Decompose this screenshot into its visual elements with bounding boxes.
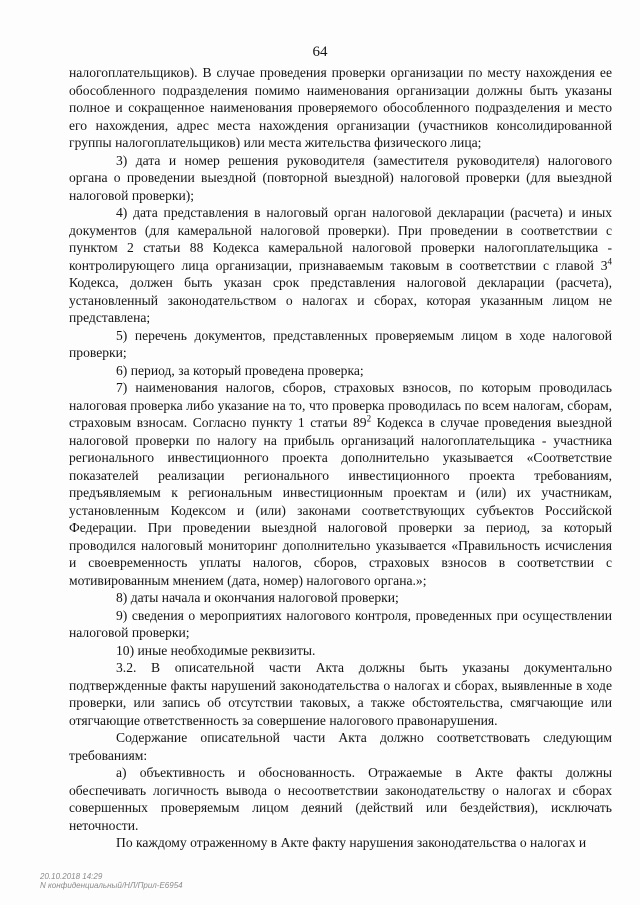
superscript: 4: [607, 255, 612, 266]
paragraph-item-7-text-b: Кодекса в случае проведения выездной налоговой проверки по налогу на прибыль организаций налогоплательщика - участника регионального инвестиционного проекта дополнительно указывается «Соответствие показателей реализации регионального инвестиционного проекта требованиям, предъявляемым к региональным инвестиционным проектам и (или) их участникам, установленным Кодексом и (или) законами соответствующих субъектов Российской Федерации. При проведении выездной налоговой проверки за период, за который проводился налоговый мониторинг дополнительно указывается «Правильность исчисления и своевременность уплаты налогов, сборов, страховых взносов в соответствии с мотивированным мнением (дата, номер) налогового органа.»;: [69, 415, 612, 588]
paragraph-last: По каждому отраженному в Акте факту нарушения законодательства о налогах и: [116, 835, 587, 850]
paragraph-item-7: [69, 379, 612, 589]
paragraph-item-10: 10) иные необходимые реквизиты.: [116, 642, 316, 658]
paragraph-item-4: [69, 204, 612, 327]
superscript: 2: [366, 413, 372, 424]
paragraph-item-9: 9) сведения о мероприятиях налогового контроля, проведенных при осуществлении налоговой проверки;: [69, 607, 612, 640]
paragraph-section-3-2: 3.2. В описательной части Акта должны быть указаны документально подтвержденные факты нарушений законодательства о налогах и сборах, выявленные в ходе проверки, или запись об отсутствии таковых, а также обстоятельства, смягчающие или отягчающие ответственность за совершение налогового правонарушения.: [69, 660, 612, 728]
paragraph-item-4-text-a: 4) дата представления в налоговый орган налоговой декларации (расчета) и иных документов (для камеральной налоговой проверки). При проведении в соответствии с пунктом 2 статьи 88 Кодекса камеральной налоговой проверки налогоплательщика - контролирующего лица организации, признаваемым таковым в соответствии с главой 3: [69, 205, 612, 273]
paragraph-continuation: налогоплательщиков). В случае проведения проверки организации по месту нахождения ее обособленного подразделения помимо наименования организации должны быть указаны полное и сокращенное наименования проверяемого обособленного подразделения и место его нахождения, адрес места нахождения организации (участников консолидированной группы налогоплательщиков) или места жительства физического лица;: [69, 65, 612, 150]
document-body: [69, 42, 612, 852]
footer-document-id: N конфиденциальный/НЛ/Прил-Е6954: [40, 881, 183, 890]
paragraph-requirements-intro: Содержание описательной части Акта должно соответствовать следующим требованиям:: [69, 730, 612, 763]
paragraph-item-5: 5) перечень документов, представленных проверяемым лицом в ходе налоговой проверки;: [69, 327, 612, 360]
document-footer-stamp: [40, 872, 183, 890]
paragraph-item-6: 6) период, за который проведена проверка;: [116, 362, 364, 378]
paragraph-requirement-a: а) объективность и обоснованность. Отражаемые в Акте факты должны обеспечивать логичность вывода о несоответствии законодательству о налогах и сборах совершенных проверяемым лицом деяний (действий или бездействия), исключать неточности.: [69, 765, 612, 833]
paragraph-item-3: 3) дата и номер решения руководителя (заместителя руководителя) налогового органа о проведении выездной (повторной выездной) налоговой проверки (для выездной налоговой проверки);: [69, 152, 612, 203]
paragraph-item-7-text-a: 7) наименования налогов, сборов, страховых взносов, по которым проводилась налоговая проверка либо указание на то, что проверка проводилась по всем налогам, сборам, страховым взносам. Согласно пункту 1 статьи 89: [69, 380, 612, 430]
paragraph-item-8: 8) даты начала и окончания налоговой проверки;: [116, 590, 399, 605]
page-number: 64: [312, 44, 328, 60]
footer-timestamp: 20.10.2018 14:29: [40, 872, 103, 881]
paragraph-item-4-text-b: Кодекса, должен быть указан срок представления налоговой декларации (расчета), установленный законодательством о налогах и сборах, которая указанным лицом не представлена;: [69, 275, 612, 325]
